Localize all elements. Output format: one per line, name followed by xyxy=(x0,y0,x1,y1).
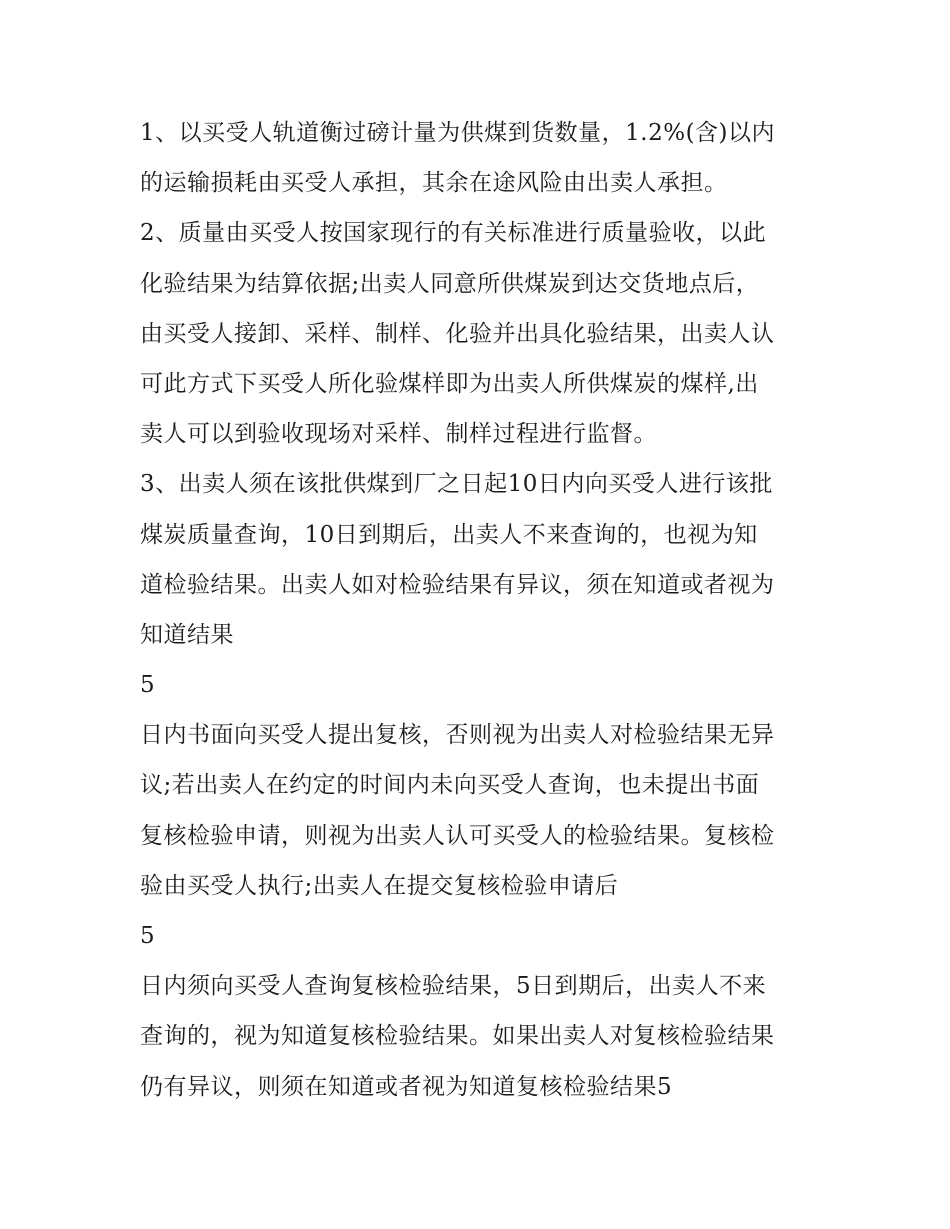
document-body xyxy=(140,108,820,1112)
text-line: 2、质量由买受人按国家现行的有关标准进行质量验收，以此 xyxy=(140,220,767,247)
text-line: 议;若出卖人在约定的时间内未向买受人查询，也未提出书面 xyxy=(140,772,760,799)
text-line: 卖人可以到验收现场对采样、制样过程进行监督。 xyxy=(140,421,657,448)
text-line: 5 xyxy=(140,672,156,699)
text-line: 可此方式下买受人所化验煤样即为出卖人所供煤炭的煤样,出 xyxy=(140,370,759,397)
text-line: 复核检验申请，则视为出卖人认可买受人的检验结果。复核检 xyxy=(140,822,775,849)
text-line: 煤炭质量查询，10日到期后，出卖人不来查询的，也视为知 xyxy=(140,521,758,548)
text-line: 查询的，视为知道复核检验结果。如果出卖人对复核检验结果 xyxy=(140,1023,775,1050)
text-line: 化验结果为结算依据;出卖人同意所供煤炭到达交货地点后， xyxy=(140,270,760,297)
text-line: 道检验结果。出卖人如对检验结果有异议，须在知道或者视为 xyxy=(140,571,775,598)
text-line: 仍有异议，则须在知道或者视为知道复核检验结果5 xyxy=(140,1073,673,1100)
text-line: 日内须向买受人查询复核检验结果，5日到期后，出卖人不来 xyxy=(140,973,767,1000)
text-line: 3、出卖人须在该批供煤到厂之日起10日内向买受人进行该批 xyxy=(140,471,773,498)
text-line: 的运输损耗由买受人承担，其余在途风险由出卖人承担。 xyxy=(140,170,728,197)
text-line: 由买受人接卸、采样、制样、化验并出具化验结果，出卖人认 xyxy=(140,320,775,347)
text-line: 5 xyxy=(140,923,156,949)
text-line: 知道结果 xyxy=(140,621,234,648)
text-line: 日内书面向买受人提出复核，否则视为出卖人对检验结果无异 xyxy=(140,722,775,749)
text-line: 验由买受人执行;出卖人在提交复核检验申请后 xyxy=(140,872,619,899)
text-line: 1、以买受人轨道衡过磅计量为供煤到货数量，1.2%(含)以内 xyxy=(140,120,776,146)
